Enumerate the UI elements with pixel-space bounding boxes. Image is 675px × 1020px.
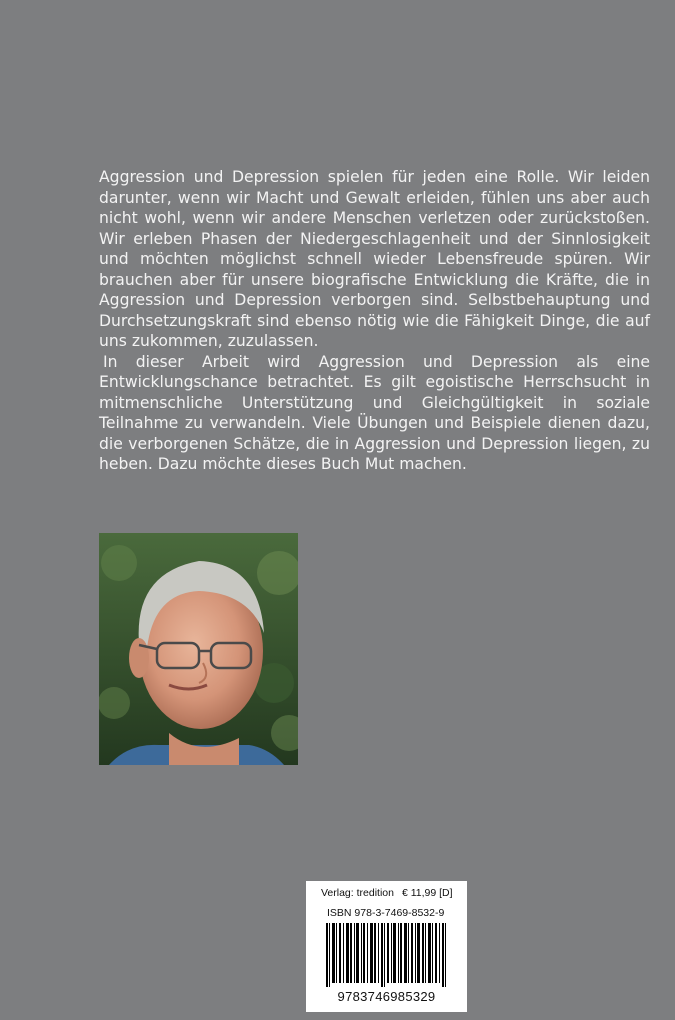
blurb-paragraph-2: In dieser Arbeit wird Aggression und Depression als eine Entwicklungschance betrachtet. Es gilt egoistische Herrschsucht in mitmenschliche Unterstützung und Gleichgültigkeit in soziale Teilnahme zu verwandeln. Viele Übungen und Beispiele dienen dazu, die verborgenen Schätze, die in Aggression und Depression liegen, zu heben. Dazu möchte dieses Buch Mut machen. (99, 352, 650, 473)
blurb-paragraph-1: Aggression und Depression spielen für jeden eine Rolle. Wir leiden darunter, wenn wir Macht und Gewalt erleiden, fühlen uns aber auch nicht wohl, wenn wir andere Menschen verletzen oder zurückstoßen. Wir erleben Phasen der Niedergeschlagenheit und der Sinnlosigkeit und möchten möglichst schnell wieder Lebensfreude spüren. Wir brauchen aber für unsere biografische Entwicklung die Kräfte, die in Aggression und Depression verborgen sind. Selbstbehauptung und Durchsetzungskraft sind ebenso nötig wie die Fähigkeit Dinge, die auf uns zukommen, zuzulassen. (99, 168, 650, 350)
price-text: € 11,99 [D] (401, 887, 453, 899)
isbn-barcode-label (306, 881, 467, 1012)
author-portrait-image (99, 533, 298, 765)
author-photo (99, 533, 298, 765)
publisher-text: Verlag: tredition (321, 887, 394, 899)
back-cover-blurb (99, 167, 650, 475)
isbn-text: ISBN 978-3-7469-8532-9 (327, 907, 445, 919)
barcode-digits: 9783746985329 (337, 989, 436, 1004)
barcode-bars (326, 923, 447, 987)
